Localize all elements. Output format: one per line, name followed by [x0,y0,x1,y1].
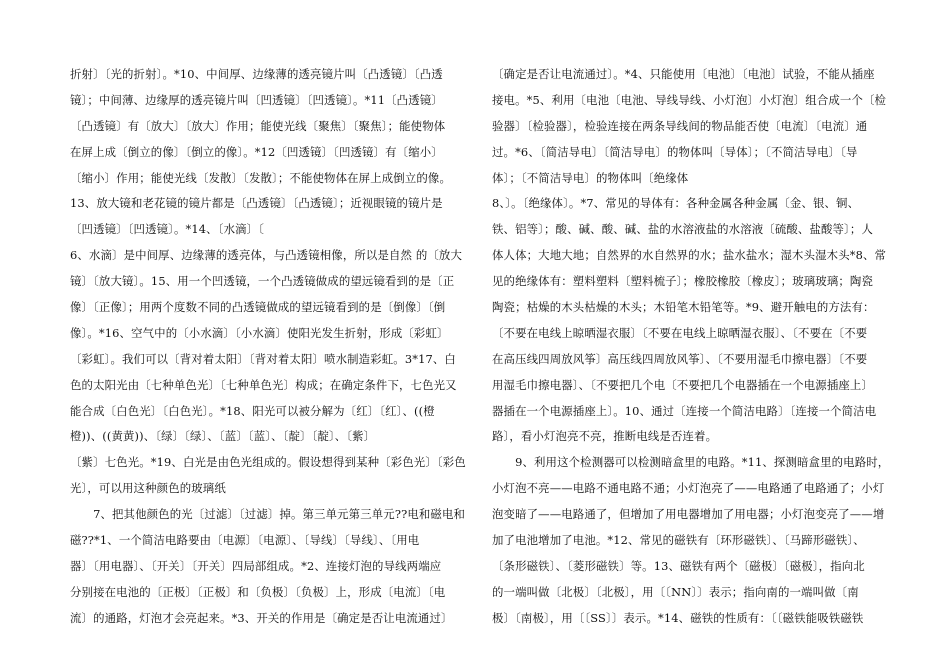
right-text-column [492,62,900,632]
text-line: 用湿毛巾擦电器〕、〔不要把几个电〔不要把几个电器插在一个电源插座上〕 [492,377,873,392]
text-line: 器插在一个电源插座上〕。10、通过〔连接一个简洁电路〕〔连接一个简洁电 [492,403,877,418]
text-line: 极〕〔南极〕，用〔〔SS〕〕表示。*14、磁铁的性质有：〔〔磁铁能吸铁磁铁 [492,610,864,625]
text-line: 像〕。*16、空气中的〔小水滴〕〔小水滴〕使阳光发生折射，形成〔彩虹〕 [70,325,449,340]
text-line: 9、利用这个检测器可以检测暗盒里的电路。*11、探测暗盒里的电路时， [492,455,890,470]
left-text-column [70,62,478,632]
text-line: 见的绝缘体有：塑料塑料〔塑料梳子〕；橡胶橡胶〔橡皮〕；玻璃玻璃；陶瓷 [492,274,873,289]
text-line: 光〕，可以用这种颜色的玻璃纸 [70,481,226,496]
text-line: 〔凸透镜〕有〔放大〕〔放大〕作用；能使光线〔聚焦〕〔聚焦〕；能使物体 [70,118,446,133]
text-line: 〔紫〕七色光。*19、白光是由色光组成的。假设想得到某种〔彩色光〕〔彩色 [70,455,466,470]
text-line: 7、把其他颜色的光〔过滤〕〔过滤〕掉。第三单元第三单元??电和磁电和 [70,507,466,522]
text-line: 接电。*5、利用〔电池〔电池、导线导线、小灯泡〕小灯泡〕组合成一个〔检 [492,92,887,107]
text-line: 折射〕〔光的折射〕。*10、中间厚、边缘薄的透亮镜片叫〔凸透镜〕〔凸透 [70,67,443,81]
text-line: 的一端叫做〔北极〕〔北极〕，用〔〔NN〕〕表示；指向南的一端叫做〔南 [492,584,859,599]
text-line: 器〕〔用电器〕、〔开关〕〔开关〕四局部组成。*2、连接灯泡的导线两端应 [70,558,442,573]
text-line: 色的太阳光由〔七种单色光〕〔七种单色光〕构成；在确定条件下，七色光又 [70,377,457,392]
text-line: 体人体；大地大地；自然界的水自然界的水；盐水盐水；湿木头湿木头*8、常 [492,248,887,263]
text-line: 流〕的通路，灯泡才会亮起来。*3、开关的作用是〔确定是否让电流通过〕 [70,610,453,625]
text-line: 8、〕。〔绝缘体〕。*7、常见的导体有：各种金属各种金属〔金、银、铜、 [492,196,860,211]
text-line: 像〕〔正像〕；用两个度数不同的凸透镜做成的望远镜看到的是〔倒像〕〔倒 [70,300,446,315]
text-line: 小灯泡不亮——电路不通电路不通；小灯泡亮了——电路通了电路通了；小灯 [492,481,885,496]
text-line: 泡变暗了——电路通了，但增加了用电器增加了用电器；小灯泡变亮了——增 [492,507,885,522]
text-line: 分别接在电池的〔正极〕〔正极〕和〔负极〕〔负极〕上，形成〔电流〕〔电 [70,584,446,599]
text-line: 铁、铝等〕；酸、碱、酸、碱、盐的水溶液盐的水溶液〔硫酸、盐酸等〕；人 [492,222,873,237]
text-line: 〔凹透镜〕〔凹透镜〕。*14、〔水滴〕〔 [70,222,265,237]
text-line: 陶瓷；枯燥的木头枯燥的木头；木铅笔木铅笔等。*9、避开触电的方法有： [492,300,875,315]
text-line: 〔不要在电线上晾晒湿衣服〕〔不要在电线上晾晒湿衣服〕、〔不要在〔不要 [492,325,868,340]
text-line: 在高压线四周放风筝〕高压线四周放风筝〕、〔不要用湿毛巾擦电器〕〔不要 [492,351,868,366]
text-line: 过。*6、〔简洁导电〕〔简洁导电〕的物体叫〔导体〕；〔不简洁导电〕〔导 [492,144,858,159]
text-line: 镜〕〔放大镜〕。15、用一个凹透镜，一个凸透镜做成的望远镜看到的是〔正 [70,274,455,289]
text-line: 镜〕；中间薄、边缘厚的透亮镜片叫〔凹透镜〕〔凹透镜〕。*11〔凸透镜〕 [70,92,443,107]
text-line: 〔彩虹〕。我们可以〔背对着太阳〕〔背对着太阳〕喷水制造彩虹。3*17、白 [70,351,456,366]
text-line: 验器〕〔检验器〕，检验连接在两条导线间的物品能否使〔电流〕〔电流〕通 [492,118,868,133]
text-line: 在屏上成〔倒立的像〕〔倒立的像〕。*12〔凹透镜〕〔凹透镜〕有〔缩小〕 [70,144,443,159]
text-line: 6、水滴〕是中间厚、边缘薄的透亮体，与凸透镜相像，所以是自然 的〔放大 [70,248,463,263]
text-line: 13、放大镜和老花镜的镜片都是〔凸透镜〕〔凸透镜〕；近视眼镜的镜片是 [70,196,443,211]
text-line: 〔确定是否让电流通过〕。*4、只能使用〔电池〕〔电池〕试验，不能从插座 [492,67,875,81]
text-line: 体〕；〔不简洁导电〕的物体叫〔绝缘体 [492,170,689,185]
text-line: 〔缩小〕作用；能使光线〔发散〕〔发散〕；不能使物体在屏上成倒立的像。 [70,170,451,185]
text-line: 能合成〔白色光〕〔白色光〕。*18、阳光可以被分解为〔红〕〔红〕、((橙 [70,403,435,418]
text-line: 磁??*1、一个简洁电路要由〔电源〕〔电源〕、〔导线〕〔导线〕、〔用电 [70,533,420,548]
text-line: 路〕，看小灯泡亮不亮，推断电线是否连着。 [492,429,718,444]
text-line: 〔条形磁铁〕、〔菱形磁铁〕等。13、磁铁有两个〔磁极〕〔磁极〕，指向北 [492,558,865,573]
text-line: 橙))、((黄黄))、〔绿〕〔绿〕、〔蓝〕〔蓝〕、〔靛〕〔靛〕、〔紫〕 [70,429,376,444]
text-line: 加了电池增加了电池。*12、常见的磁铁有〔环形磁铁〕、〔马蹄形磁铁〕、 [492,533,865,548]
